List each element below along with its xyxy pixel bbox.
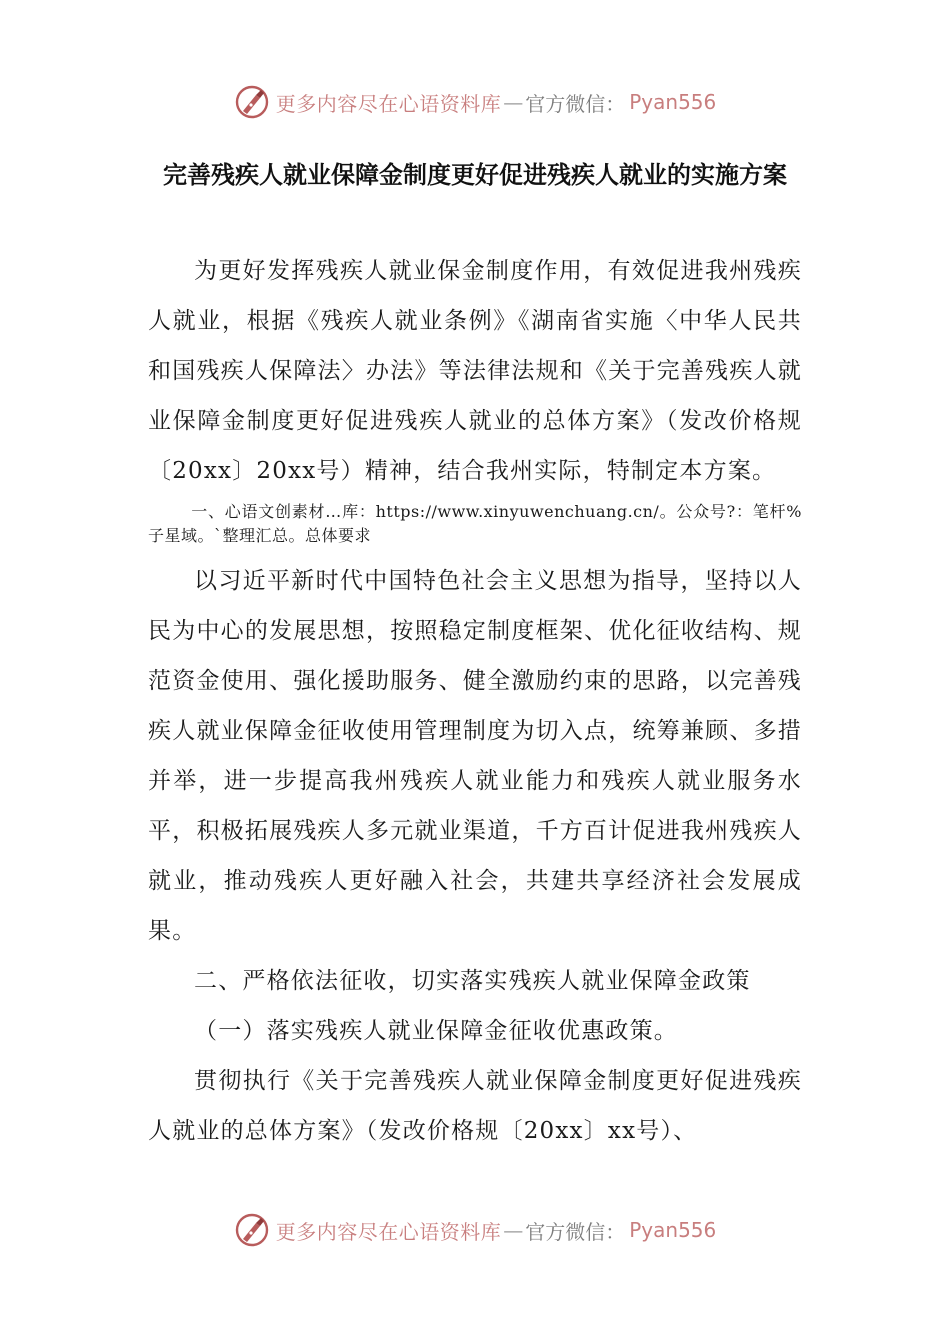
banner-wechat-id: Pyan556: [629, 90, 717, 114]
section-heading-collection: 二、严格依法征收，切实落实残疾人就业保障金政策: [194, 968, 751, 994]
banner-text: 更多内容尽在心语资料库: [275, 91, 502, 116]
paragraph-implementation: 贯彻执行《关于完善残疾人就业保障金制度更好促进残疾人就业的总体方案》（发改价格规〔20xx〕xx号）、: [148, 1068, 802, 1144]
pen-nib-logo-icon: [234, 1212, 270, 1248]
document-body: [148, 246, 802, 1156]
footer-banner: [0, 1208, 950, 1252]
banner-text: 更多内容尽在心语资料库: [275, 1219, 502, 1244]
pen-nib-logo-icon: [234, 84, 270, 120]
banner-wechat-label: 官方微信：: [525, 1219, 626, 1244]
banner-separator: —: [503, 1218, 524, 1242]
paragraph-intro: 为更好发挥残疾人就业保金制度作用，有效促进我州残疾人就业，根据《残疾人就业条例》《湖南省实施〈中华人民共和国残疾人保障法〉办法》等法律法规和《关于完善残疾人就业保障金制度更好促进残疾人就业的总体方案》（发改价格规〔20xx〕20xx号）精神，结合我州实际，特制定本方案。: [148, 258, 802, 484]
banner-wechat-label: 官方微信：: [525, 91, 626, 116]
section-heading-general-requirements: 一、心语文创素材…库：https://www.xinyuwenchuang.cn/。公众号?：笔杆%子星域。`整理汇总。总体要求: [148, 502, 802, 545]
header-banner: [0, 80, 950, 124]
document-title: 完善残疾人就业保障金制度更好促进残疾人就业的实施方案: [163, 161, 787, 189]
subsection-heading-preferential-policy: （一）落实残疾人就业保障金征收优惠政策。: [194, 1018, 678, 1044]
paragraph-guiding-thought: 以习近平新时代中国特色社会主义思想为指导，坚持以人民为中心的发展思想，按照稳定制度框架、优化征收结构、规范资金使用、强化援助服务、健全激励约束的思路，以完善残疾人就业保障金征收使用管理制度为切入点，统筹兼顾、多措并举，进一步提高我州残疾人就业能力和残疾人就业服务水平，积极拓展残疾人多元就业渠道，千方百计促进我州残疾人就业，推动残疾人更好融入社会，共建共享经济社会发展成果。: [148, 568, 802, 944]
banner-wechat-id: Pyan556: [629, 1218, 717, 1242]
banner-separator: —: [503, 90, 524, 114]
